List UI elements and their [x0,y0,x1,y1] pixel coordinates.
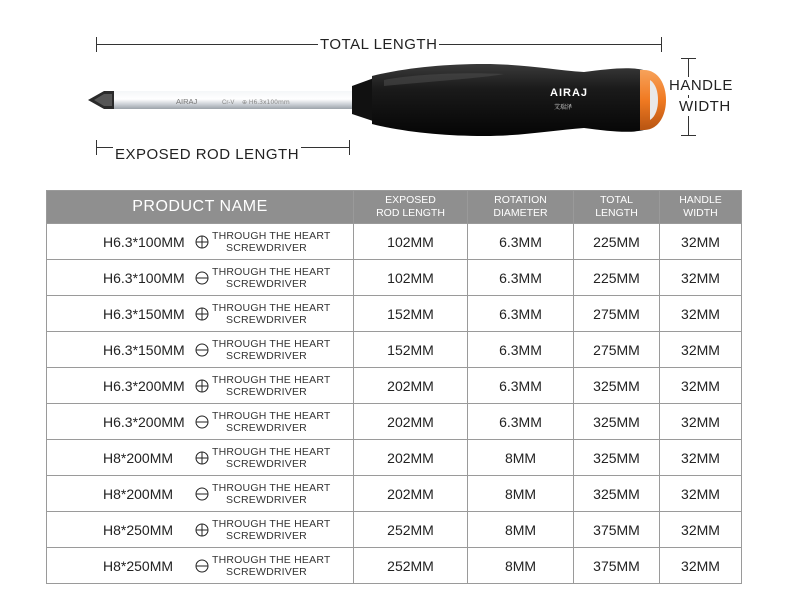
product-name-cell [47,368,354,404]
total-length-cell: 275MM [574,296,660,332]
handle-width-cell: 32MM [660,224,742,260]
product-name-cell [47,476,354,512]
product-name-cell [47,512,354,548]
rotation-diameter-cell: 6.3MM [468,332,574,368]
total-length-cell: 275MM [574,332,660,368]
product-description: THROUGH THE HEART SCREWDRIVER [212,337,331,362]
handle-width-cell: 32MM [660,476,742,512]
rod-steel-marking: Cr-V [222,100,235,106]
total-length-cell: 225MM [574,260,660,296]
phillips-icon [195,307,209,321]
total-length-cell: 325MM [574,404,660,440]
product-description: THROUGH THE HEART SCREWDRIVER [212,517,331,542]
exposed-rod-left-tick [96,140,97,155]
exposed-rod-right-tick [349,140,350,155]
table-header-row [47,191,742,224]
product-name-cell [47,296,354,332]
rotation-diameter-cell: 8MM [468,476,574,512]
table-row [47,368,742,404]
header-rotation-diameter: ROTATION DIAMETER [468,191,574,224]
header-product-name: PRODUCT NAME [47,191,354,224]
header-handle-width: HANDLE WIDTH [660,191,742,224]
table-row [47,224,742,260]
handle-width-cell: 32MM [660,368,742,404]
exposed-rod-length-cell: 152MM [354,332,468,368]
table-row [47,476,742,512]
product-description: THROUGH THE HEART SCREWDRIVER [212,265,331,290]
handle-width-cell: 32MM [660,512,742,548]
total-length-cell: 325MM [574,368,660,404]
product-description: THROUGH THE HEART SCREWDRIVER [212,301,331,326]
total-length-cell: 325MM [574,440,660,476]
phillips-icon [195,451,209,465]
total-length-cell: 375MM [574,548,660,584]
product-size: H8*200MM [103,449,174,466]
handle-width-line [688,58,689,136]
product-size: H6.3*100MM [103,269,185,286]
handle-width-cell: 32MM [660,332,742,368]
exposed-rod-length-cell: 252MM [354,512,468,548]
product-name-cell [47,260,354,296]
slotted-icon [195,487,209,501]
product-size: H6.3*100MM [103,233,185,250]
product-size: H8*200MM [103,485,174,502]
header-exposed-rod-length: EXPOSED ROD LENGTH [354,191,468,224]
dimension-diagram [0,0,790,180]
product-size: H6.3*150MM [103,341,185,358]
exposed-rod-length-cell: 102MM [354,260,468,296]
rotation-diameter-cell: 6.3MM [468,224,574,260]
product-name-cell [47,440,354,476]
exposed-rod-label: EXPOSED ROD LENGTH [115,146,300,163]
product-size: H6.3*200MM [103,413,185,430]
handle-width-cell: 32MM [660,404,742,440]
rod-brand-marking: AIRAJ [176,97,198,106]
phillips-icon [195,235,209,249]
exposed-rod-length-cell: 202MM [354,476,468,512]
phillips-icon [195,523,209,537]
product-description: THROUGH THE HEART SCREWDRIVER [212,229,331,254]
rotation-diameter-cell: 6.3MM [468,368,574,404]
handle-width-cell: 32MM [660,296,742,332]
header-total-length: TOTAL LENGTH [574,191,660,224]
exposed-rod-length-cell: 102MM [354,224,468,260]
product-description: THROUGH THE HEART SCREWDRIVER [212,409,331,434]
table-row [47,548,742,584]
spec-table [46,190,742,584]
product-size: H6.3*200MM [103,377,185,394]
total-length-right-tick [661,37,662,52]
handle-width-cell: 32MM [660,548,742,584]
total-length-left-tick [96,37,97,52]
product-name-cell [47,332,354,368]
phillips-icon [195,379,209,393]
total-length-cell: 225MM [574,224,660,260]
product-name-cell [47,404,354,440]
screwdriver-illustration [84,58,670,142]
handle-width-label-2: WIDTH [679,98,731,115]
table-row [47,332,742,368]
product-size: H6.3*150MM [103,305,185,322]
table-row [47,440,742,476]
rotation-diameter-cell: 8MM [468,548,574,584]
handle-width-cell: 32MM [660,440,742,476]
table-row [47,296,742,332]
table-row [47,260,742,296]
handle-width-bottom-tick [681,135,696,136]
rotation-diameter-cell: 6.3MM [468,296,574,332]
product-size: H8*250MM [103,521,174,538]
total-length-cell: 325MM [574,476,660,512]
product-description: THROUGH THE HEART SCREWDRIVER [212,373,331,398]
rotation-diameter-cell: 8MM [468,440,574,476]
table-row [47,512,742,548]
product-description: THROUGH THE HEART SCREWDRIVER [212,553,331,578]
product-description: THROUGH THE HEART SCREWDRIVER [212,481,331,506]
exposed-rod-length-cell: 202MM [354,440,468,476]
handle-brand-cn-text: 艾瑞泽 [554,104,573,111]
rotation-diameter-cell: 8MM [468,512,574,548]
handle-width-cell: 32MM [660,260,742,296]
product-name-cell [47,548,354,584]
total-length-label: TOTAL LENGTH [320,36,438,53]
slotted-icon [195,559,209,573]
slotted-icon [195,343,209,357]
product-description: THROUGH THE HEART SCREWDRIVER [212,445,331,470]
total-length-cell: 375MM [574,512,660,548]
exposed-rod-length-cell: 202MM [354,368,468,404]
handle-brand-text: AIRAJ [550,87,589,99]
product-size: H8*250MM [103,557,174,574]
table-row [47,404,742,440]
slotted-icon [195,415,209,429]
exposed-rod-length-cell: 202MM [354,404,468,440]
rod-size-marking: ⊕ H6.3x100mm [242,99,290,106]
product-name-cell [47,224,354,260]
exposed-rod-length-cell: 252MM [354,548,468,584]
slotted-icon [195,271,209,285]
rotation-diameter-cell: 6.3MM [468,404,574,440]
exposed-rod-length-cell: 152MM [354,296,468,332]
rotation-diameter-cell: 6.3MM [468,260,574,296]
handle-width-top-tick [681,58,696,59]
handle-width-label-1: HANDLE [669,77,733,94]
